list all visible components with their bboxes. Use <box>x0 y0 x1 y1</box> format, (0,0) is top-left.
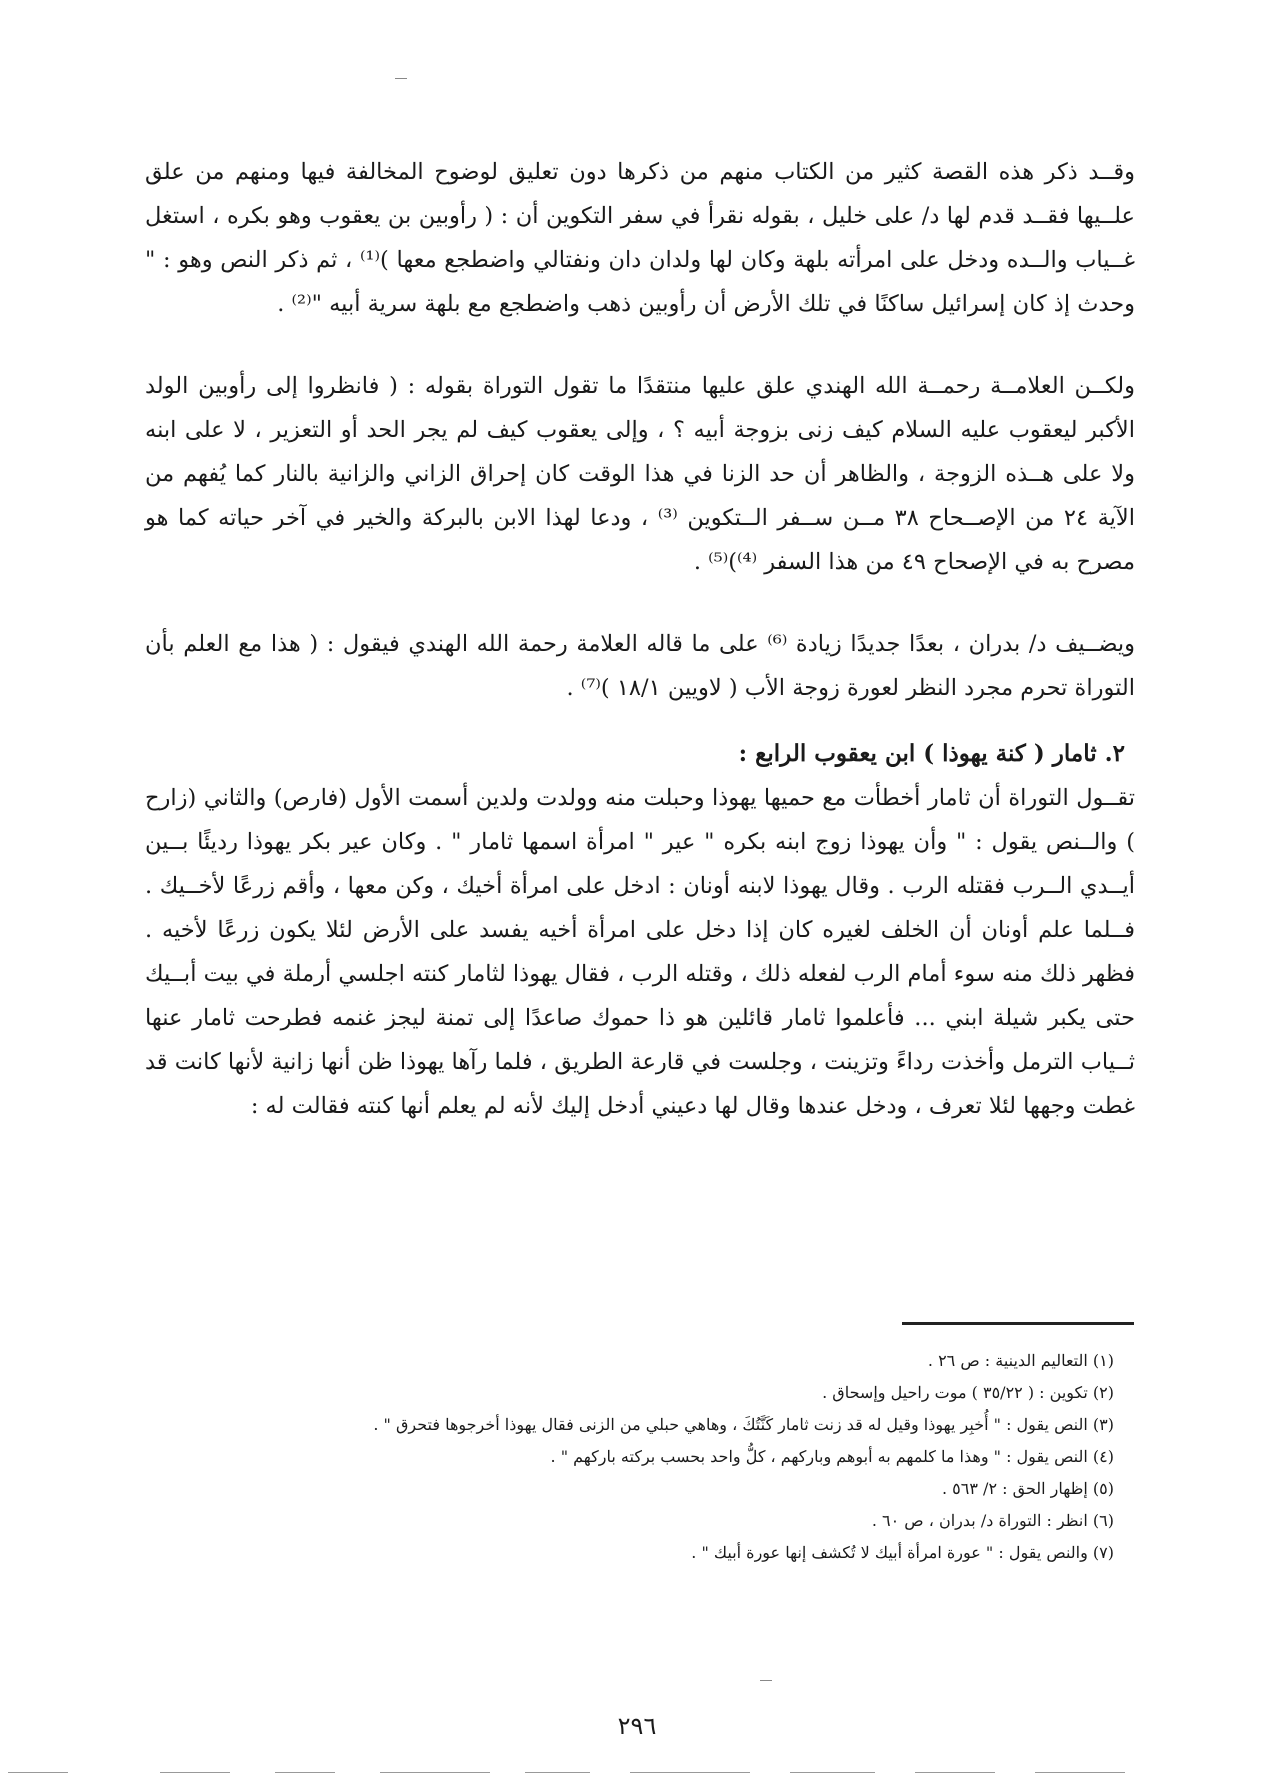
footnote-5: (٥) إظهار الحق : ٢/ ٥٦٣ . <box>942 1479 1114 1498</box>
section-heading-tamar: ٢. ثامار ( كنة يهوذا ) ابن يعقوب الرابع : <box>738 740 1125 767</box>
footnotes <box>144 1345 1114 1569</box>
scan-edge-line <box>630 1772 750 1774</box>
footnote-1: (١) التعاليم الدينية : ص ٢٦ . <box>927 1351 1114 1370</box>
paragraph-reuben: وقــد ذكر هذه القصة كثير من الكتاب منهم من ذكرها دون تعليق لوضوح المخالفة فيها ومنهم من علق علــيها فقــد قدم لها د/ على خليل ، بقوله نقرأ في سفر التكوين أن : ( رأوبين بن يعقوب وهو بكره ، استغل غــياب والــده ودخل على امرأته بلهة وكان لها ولدان دان ونفتالي واضطجع معها )⁽¹⁾ ، ثم ذكر النص وهو : " وحدث إذ كان إسرائيل ساكنًا في تلك الأرض أن رأوبين ذهب واضطجع مع بلهة سرية أبيه "⁽²⁾ . <box>145 159 1135 317</box>
paragraph-rahmatullah-comment: ولكــن العلامــة رحمــة الله الهندي علق عليها منتقدًا ما تقول التوراة بقوله : ( فانظروا إلى رأوبين الولد الأكبر ليعقوب عليه السلام كيف زنى بزوجة أبيه ؟ ، وإلى يعقوب كيف لم يجر الحد أو التعزير ، لا على ابنه ولا على هــذه الزوجة ، والظاهر أن حد الزنا في هذا الوقت كان إحراق الزاني والزانية بالنار كما يُفهم من الآية ٢٤ من الإصــحاح ٣٨ مــن ســفر الــتكوين ⁽³⁾ ، ودعا لهذا الابن بالبركة والخير في آخر حياته كما هو مصرح به في الإصحاح ٤٩ من هذا السفر ⁽⁴⁾)⁽⁵⁾ . <box>145 373 1136 575</box>
scan-edge-line <box>790 1772 875 1774</box>
footnote-3: (٣) النص يقول : " أُخبِر يهوذا وقيل له قد زنت ثامار كَنَّتُكَ ، وهاهي حبلي من الزنى فقال يهوذا أخرجوها فتحرق " . <box>373 1415 1114 1434</box>
footnote-6: (٦) انظر : التوراة د/ بدران ، ص ٦٠ . <box>871 1511 1114 1530</box>
scan-edge-line <box>275 1772 335 1774</box>
footnote-7: (٧) والنص يقول : " عورة امرأة أبيك لا تُكشف إنها عورة أبيك " . <box>691 1543 1114 1562</box>
footnote-4: (٤) النص يقول : " وهذا ما كلمهم به أبوهم وباركهم ، كلُّ واحد بحسب بركته باركهم " . <box>550 1447 1114 1466</box>
scan-edge-line <box>380 1772 490 1774</box>
scan-edge-line <box>8 1772 68 1774</box>
footnote-divider <box>902 1322 1134 1325</box>
main-text <box>145 150 1135 1128</box>
scan-edge-line <box>1035 1772 1125 1774</box>
footnote-2: (٢) تكوين : ( ٣٥/٢٢ ) موت راحيل وإسحاق . <box>822 1383 1114 1402</box>
scan-mark <box>395 78 407 79</box>
scan-edge-line <box>525 1772 590 1774</box>
scan-mark <box>760 1680 772 1681</box>
paragraph-tamar: تقــول التوراة أن ثامار أخطأت مع حميها يهوذا وحبلت منه وولدت ولدين أسمت الأول (فارص) والثاني (زارح ) والــنص يقول : " وأن يهوذا زوج ابنه بكره " عير " امرأة اسمها ثامار " . وكان عير بكر يهوذا رديئًا بــين أيــدي الــرب فقتله الرب . وقال يهوذا لابنه أونان : ادخل على امرأة أخيك ، وكن معها ، وأقم زرعًا لأخــيك . فــلما علم أونان أن الخلف لغيره كان إذا دخل على امرأة أخيه يفسد على الأرض لئلا يكون زرعًا لأخيه . فظهر ذلك منه سوء أمام الرب لفعله ذلك ، وقتله الرب ، فقال يهوذا لثامار كنته اجلسي أرملة في بيت أبــيك حتى يكبر شيلة ابني ... فأعلموا ثامار قائلين هو ذا حموك صاعدًا إلى تمنة ليجز غنمه فطرحت ثامار عنها ثــياب الترمل وأخذت رداءً وتزينت ، وجلست في قارعة الطريق ، فلما رآها يهوذا ظن أنها زانية لأنها كانت قد غطت وجهها لئلا تعرف ، ودخل عندها وقال لها دعيني أدخل إليك لأنه لم يعلم أنها كنته فقالت له : <box>145 785 1135 1119</box>
scan-edge-line <box>160 1772 230 1774</box>
paragraph-badran-addition: ويضــيف د/ بدران ، بعدًا جديدًا زيادة ⁽⁶⁾ على ما قاله العلامة رحمة الله الهندي فيقول : ( هذا مع العلم بأن التوراة تحرم مجرد النظر لعورة زوجة الأب ( لاويين ١٨/١ )⁽⁷⁾ . <box>145 631 1135 701</box>
scan-edge-line <box>915 1772 995 1774</box>
page-number: ٢٩٦ <box>617 1712 657 1740</box>
